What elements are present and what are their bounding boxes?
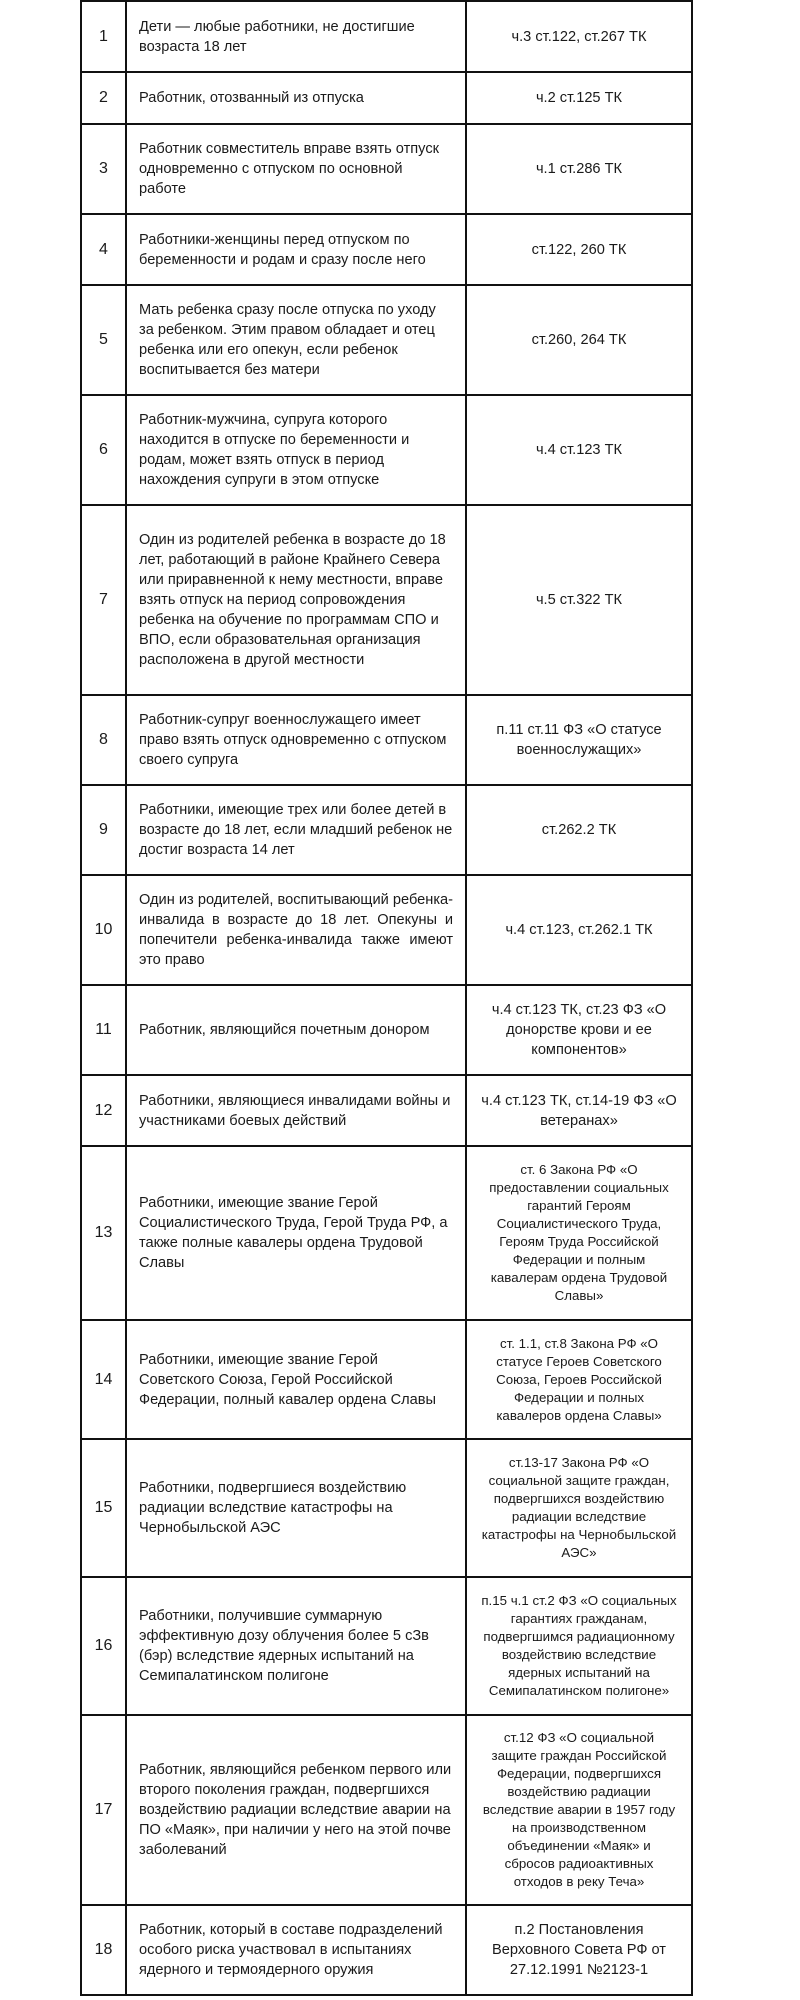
employee-category: Работник, являющийся почетным донором [126,985,466,1075]
row-number: 8 [81,695,126,785]
table-row [81,124,692,214]
row-number: 2 [81,72,126,124]
employee-category: Работники, имеющие трех или более детей в возрасте до 18 лет, если младший ребенок не достиг возраста 14 лет [126,785,466,875]
table-row [81,395,692,505]
legal-reference: ч.5 ст.322 ТК [466,505,692,695]
row-number: 12 [81,1075,126,1146]
legal-reference: ст. 6 Закона РФ «О предоставлении социальных гарантий Героям Социалистического Труда, Героям Труда Российской Федерации и полным кавалерам ордена Трудовой Славы» [466,1146,692,1320]
legal-reference: ч.4 ст.123, ст.262.1 ТК [466,875,692,985]
legal-reference: ч.1 ст.286 ТК [466,124,692,214]
table-row [81,1320,692,1439]
employee-category: Работник, отозванный из отпуска [126,72,466,124]
benefits-table [80,0,693,1996]
employee-category: Работник совместитель вправе взять отпуск одновременно с отпуском по основной работе [126,124,466,214]
legal-reference: ст.122, 260 ТК [466,214,692,285]
employee-category: Работники, имеющие звание Герой Советского Союза, Герой Российской Федерации, полный кавалер ордена Славы [126,1320,466,1439]
legal-reference: ст. 1.1, ст.8 Закона РФ «О статусе Героев Советского Союза, Героев Российской Федерации и полных кавалеров ордена Славы» [466,1320,692,1439]
row-number: 7 [81,505,126,695]
legal-reference: ст.12 ФЗ «О социальной защите граждан Российской Федерации, подвергшихся воздействию радиации вследствие аварии в 1957 году на производственном объединении «Маяк» и сбросов радиоактивных отходов в реку Теча» [466,1715,692,1905]
row-number: 9 [81,785,126,875]
legal-reference: ч.4 ст.123 ТК, ст.14-19 ФЗ «О ветеранах» [466,1075,692,1146]
row-number: 14 [81,1320,126,1439]
table-row [81,1075,692,1146]
table-row [81,1,692,72]
row-number: 6 [81,395,126,505]
employee-category: Работник-мужчина, супруга которого находится в отпуске по беременности и родам, может взять отпуск в период нахождения супруги в этом отпуске [126,395,466,505]
employee-category: Работники, подвергшиеся воздействию радиации вследствие катастрофы на Чернобыльской АЭС [126,1439,466,1577]
table-row [81,505,692,695]
table-row [81,1715,692,1905]
table-row [81,72,692,124]
row-number: 4 [81,214,126,285]
legal-reference: ч.2 ст.125 ТК [466,72,692,124]
legal-reference: ст.262.2 ТК [466,785,692,875]
table-row [81,695,692,785]
employee-category: Работники, имеющие звание Герой Социалистического Труда, Герой Труда РФ, а также полные кавалеры ордена Трудовой Славы [126,1146,466,1320]
employee-category: Работник, который в составе подразделений особого риска участвовал в испытаниях ядерного и термоядерного оружия [126,1905,466,1995]
table-row [81,285,692,395]
legal-reference: п.15 ч.1 ст.2 ФЗ «О социальных гарантиях гражданам, подвергшимся радиационному воздействию вследствие ядерных испытаний на Семипалатинском полигоне» [466,1577,692,1715]
table-row [81,875,692,985]
legal-reference: п.11 ст.11 ФЗ «О статусе военнослужащих» [466,695,692,785]
table-row [81,985,692,1075]
table-row [81,214,692,285]
legal-reference: ч.4 ст.123 ТК [466,395,692,505]
table-row [81,785,692,875]
table-row [81,1905,692,1995]
employee-category: Работники, получившие суммарную эффективную дозу облучения более 5 сЗв (бэр) вследствие ядерных испытаний на Семипалатинском полигоне [126,1577,466,1715]
employee-category: Работники-женщины перед отпуском по беременности и родам и сразу после него [126,214,466,285]
row-number: 5 [81,285,126,395]
row-number: 16 [81,1577,126,1715]
legal-reference: п.2 Постановления Верховного Совета РФ от 27.12.1991 №2123-1 [466,1905,692,1995]
employee-category: Один из родителей, воспитывающий ребенка-инвалида в возрасте до 18 лет. Опекуны и попечители ребенка-инвалида также имеют это право [126,875,466,985]
table-row [81,1577,692,1715]
legal-reference: ст.13-17 Закона РФ «О социальной защите граждан, подвергшихся воздействию радиации вследствие катастрофы на Чернобыльской АЭС» [466,1439,692,1577]
row-number: 15 [81,1439,126,1577]
legal-reference: ст.260, 264 ТК [466,285,692,395]
legal-reference: ч.4 ст.123 ТК, ст.23 ФЗ «О донорстве крови и ее компонентов» [466,985,692,1075]
legal-reference: ч.3 ст.122, ст.267 ТК [466,1,692,72]
table-body [81,1,692,1995]
row-number: 3 [81,124,126,214]
table-row [81,1146,692,1320]
employee-category: Работник-супруг военнослужащего имеет право взять отпуск одновременно с отпуском своего супруга [126,695,466,785]
employee-category: Один из родителей ребенка в возрасте до 18 лет, работающий в районе Крайнего Севера или приравненной к нему местности, вправе взять отпуск на период сопровождения ребенка на обучение по программам СПО и ВПО, если образовательная организация расположена в другой местности [126,505,466,695]
row-number: 18 [81,1905,126,1995]
employee-category: Дети — любые работники, не достигшие возраста 18 лет [126,1,466,72]
row-number: 11 [81,985,126,1075]
employee-category: Работник, являющийся ребенком первого или второго поколения граждан, подвергшихся воздействию радиации вследствие аварии на ПО «Маяк», при наличии у него на этой почве заболеваний [126,1715,466,1905]
row-number: 10 [81,875,126,985]
employee-category: Работники, являющиеся инвалидами войны и участниками боевых действий [126,1075,466,1146]
row-number: 17 [81,1715,126,1905]
table-row [81,1439,692,1577]
row-number: 1 [81,1,126,72]
row-number: 13 [81,1146,126,1320]
employee-category: Мать ребенка сразу после отпуска по уходу за ребенком. Этим правом обладает и отец ребенка или его опекун, если ребенок воспитывается без матери [126,285,466,395]
